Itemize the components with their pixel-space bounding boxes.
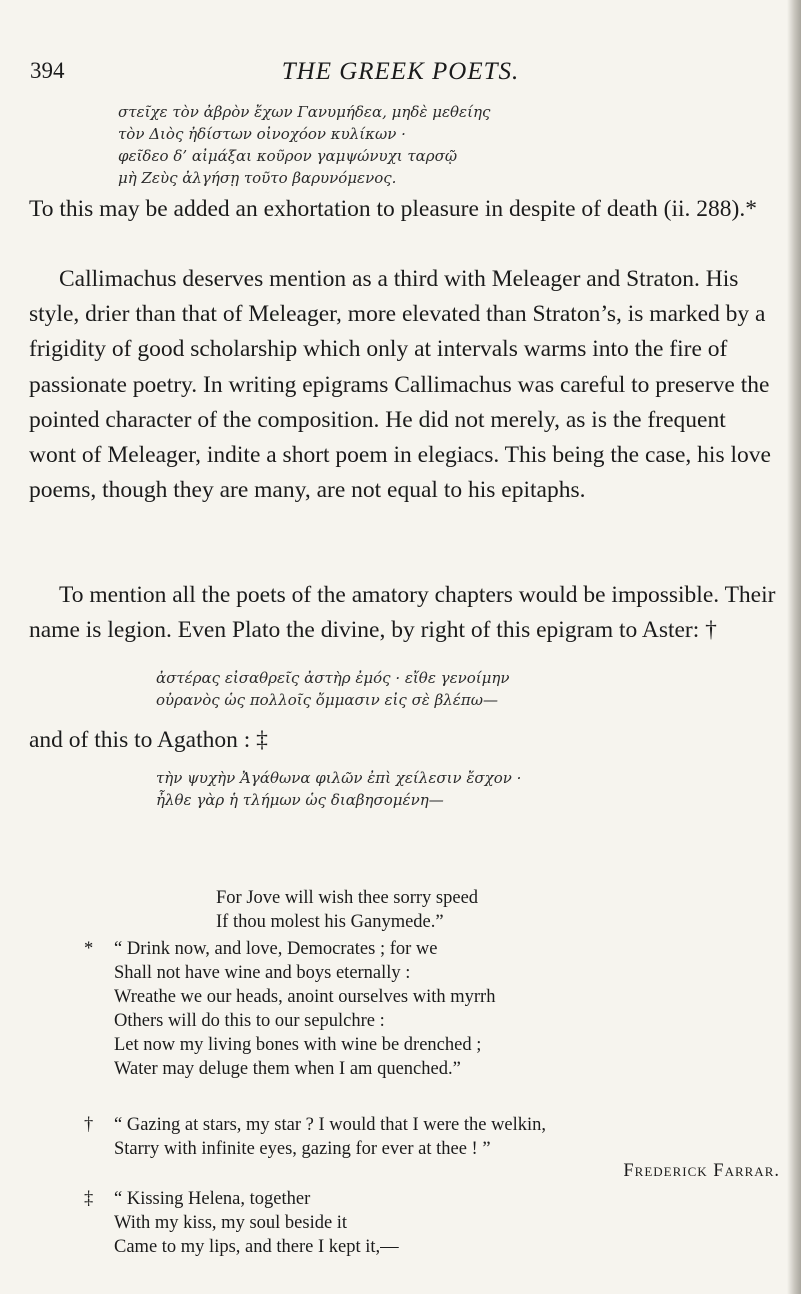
footnote-line: “ Gazing at stars, my star ? I would that I were the welkin, — [114, 1115, 547, 1135]
footnote-line: Water may deluge them when I am quenched.” — [114, 1059, 461, 1079]
paragraph-callimachus: Callimachus deserves mention as a third with Meleager and Straton. His style, drier than that of Meleager, more elevated than Straton’s, is marked by a frigidity of good scholarship which only at intervals warms into the fire of passionate poetry. In writing epigrams Callimachus was careful to preserve the pointed character of the composition. He did not merely, as is the frequent wont of Meleager, indite a short poem in elegiacs. This being the case, his love poems, though they are many, are not equal to his epitaphs. — [29, 266, 771, 504]
footnote-line: Others will do this to our sepulchre : — [114, 1011, 385, 1031]
running-title: THE GREEK POETS. — [281, 58, 520, 85]
page-edge-shadow — [787, 0, 801, 1294]
footnote-mark: † — [84, 1115, 94, 1135]
verse-line: If thou molest his Ganymede.” — [216, 912, 444, 932]
running-head — [0, 58, 801, 92]
footnote-signature: Frederick Farrar. — [623, 1161, 780, 1181]
footnote-line: “ Kissing Helena, together — [114, 1189, 311, 1209]
greek-line: ἀστέρας εἰσαθρεῖς ἀστὴρ ἐμός · εἴθε γενοίμην — [156, 669, 510, 687]
footnote-line: Starry with infinite eyes, gazing for ever at thee ! ” — [114, 1139, 491, 1159]
paragraph-plato: To mention all the poets of the amatory chapters would be impossible. Their name is legion. Even Plato the divine, by right of this epigram to Aster: † — [29, 582, 776, 644]
paragraph-exhortation: To this may be added an exhortation to pleasure in despite of death (ii. 288).* — [29, 196, 757, 222]
greek-line: τὸν Διὸς ἠδίστων οἰνοχόον κυλίκων · — [118, 125, 406, 143]
jove-verse — [216, 886, 478, 934]
footnote-line: “ Drink now, and love, Democrates ; for we — [114, 939, 438, 959]
footnote-line: Let now my living bones with wine be drenched ; — [114, 1035, 482, 1055]
greek-epigram-aster — [156, 667, 510, 711]
verse-line: For Jove will wish thee sorry speed — [216, 888, 479, 908]
greek-epigram-agathon — [156, 767, 521, 811]
footnote-dagger — [84, 1113, 546, 1161]
footnote-star — [84, 937, 495, 1081]
paragraph-agathon-intro: and of this to Agathon : ‡ — [29, 727, 268, 753]
greek-line: φεῖδεο δ’ αἰμάξαι κοῦρον γαμψώνυχι ταρσῷ — [118, 147, 458, 165]
footnote-line: Shall not have wine and boys eternally : — [114, 963, 411, 983]
footnote-line: With my kiss, my soul beside it — [114, 1213, 348, 1233]
footnote-mark: ‡ — [84, 1189, 94, 1209]
footnote-mark: * — [84, 939, 94, 959]
greek-line: στεῖχε τὸν ἀβρὸν ἔχων Γανυμήδεα, μηδὲ μεθείης — [118, 103, 491, 121]
footnote-double-dagger — [84, 1187, 399, 1259]
greek-line: μὴ Ζεὺς ἀλγήσῃ τοῦτο βαρυνόμενος. — [118, 169, 397, 187]
greek-line: οὐρανὸς ὡς πολλοῖς ὄμμασιν εἰς σὲ βλέπω— — [156, 691, 498, 709]
footnote-line: Came to my lips, and there I kept it,— — [114, 1237, 399, 1257]
footnote-line: Wreathe we our heads, anoint ourselves with myrrh — [114, 987, 496, 1007]
greek-epigram-ganymede — [118, 101, 490, 189]
greek-line: ἦλθε γὰρ ἡ τλήμων ὡς διαβησομένη— — [156, 791, 444, 809]
greek-line: τὴν ψυχὴν Ἀγάθωνα φιλῶν ἐπὶ χείλεσιν ἔσχον · — [156, 769, 522, 787]
page-number: 394 — [30, 58, 65, 83]
